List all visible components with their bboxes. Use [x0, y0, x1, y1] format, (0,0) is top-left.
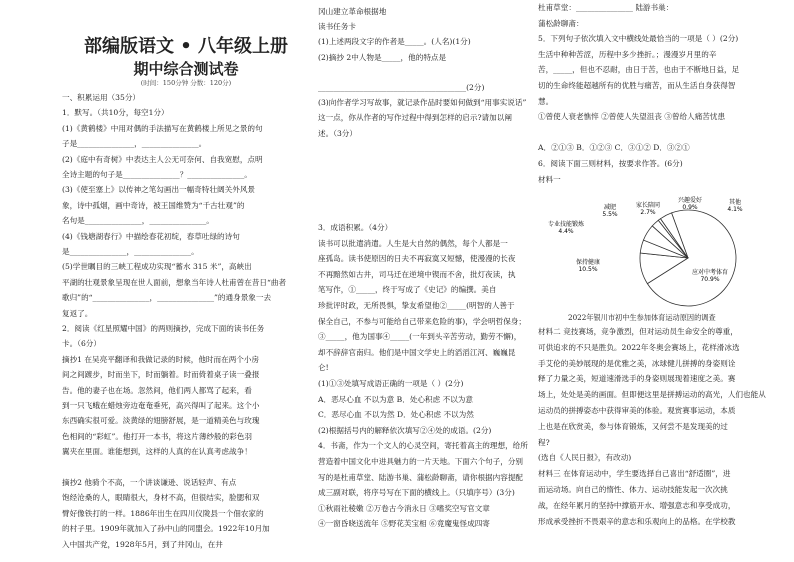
text-line: 4．书斋，作为一个文人的心灵空间，寄托着高主的理想，给所 [318, 441, 528, 451]
doc-meta: (时间：150分钟 分数：120分) [140, 79, 232, 87]
text-line: 不再黯然如古井，司马迁在逆境中锲而不舍，批灯夜读，执 [318, 269, 516, 279]
slice-label: 保持健康 [575, 259, 601, 266]
text-line: 一、积累运用（35分） [62, 93, 141, 102]
text-line: 这一点，你从作者的写作过程中得到怎样的启示?请加以阐 [318, 113, 512, 123]
text-line: 蒲松龄聊斋： [538, 18, 584, 28]
slice-value: 2.7% [640, 209, 656, 216]
slice-label: 家长陪同 [635, 202, 661, 209]
text-line: 摘抄1 在吴亮平翻译和我做记录的时候，他时而在两个小房 [62, 354, 260, 364]
text-line: 象，诗中孤烟，画中奇诗，被王国维赞为“千古壮观”的 [62, 200, 245, 210]
slice-label: 减肥 [603, 204, 617, 211]
text-line: 慧。 [538, 96, 554, 106]
text-line: 场上，处处是美的画面。但即便这里是拼搏运动的高光，人们也能从 [538, 390, 766, 400]
text-line: 运动员的拼搏姿态中获得审美的体验。观赏赛事运动，本质 [538, 406, 736, 415]
text-line: (1)上述两段文字的作者是_____。(人名)(1分) [318, 37, 471, 47]
doc-subtitle: 期中综合测试卷 [133, 60, 239, 78]
slice-label: 其他 [728, 199, 742, 206]
text-line: 1．默写。（共10分，每空1分） [62, 108, 169, 118]
slice-value: 4.1% [727, 206, 743, 213]
column-right [538, 0, 778, 562]
text-line: 臂好像铁打的一样。1886年出生在四川仪陇县一个佃农家的 [62, 508, 264, 518]
text-line: 读书可以批遣消遣。人生是大自然的偶然，每个人都是一 [318, 238, 508, 248]
text-line: 而运动场。向自己的惰性、体力、运动技能发起一次次挑 [538, 485, 728, 494]
text-line: 东西确实很可爱。淡黄绿的翅膀舒展，是一道精美色与玫瑰 [62, 416, 260, 426]
text-line: 上也是在欣赏美，参与体育锻炼，又何尝不是发现美的过 [538, 421, 728, 431]
text-line: 手艾伦的美妙展现的是优雅之美，冰球健儿拼搏的身姿则诠 [538, 358, 736, 368]
text-line: 饱经沧桑的人，眼睛很大，身材不高，但很结实，脸腮和双 [62, 493, 260, 503]
text-line: 的村子里。1909年就加入了孙中山的同盟会。1922年10月加 [62, 524, 270, 534]
text-line: 材料二 竞技赛场，竞争激烈，但对运动员生命安全的尊重， [538, 327, 738, 336]
text-line: 切的生命终能超越所有的优胜与痛苦，而从生活自身获得智 [538, 81, 736, 90]
text-line: 6．阅读下面三则材料，按要求作答。(6分) [538, 159, 683, 168]
text-line: 杜甫草堂：_______________ 陆游书巢： [538, 3, 674, 12]
text-line: 是_______________，_______________。 [62, 247, 199, 256]
text-line: 2．阅读《红星照耀中国》的两则摘抄，完成下面的读书任务 [62, 324, 265, 333]
text-line: 冈山建立革命根据地 [318, 7, 387, 16]
text-line: A．②①③ B．①②③ C．③①② D．③②① [538, 143, 690, 153]
text-line: (4)《钱塘湖春行》中描绘春花初绽，春草吐绿的诗句 [62, 231, 240, 241]
text-line: 材料一 [538, 174, 561, 184]
text-line: 战，在经年累月的坚持中撑筋开水、增强意志和享受成功， [538, 500, 736, 510]
text-line: (5)学世瞩目的三峡工程成功实现“蓄水 315 米”，高峡出 [62, 262, 252, 272]
slice-value: 4.4% [558, 228, 574, 235]
column-middle [318, 0, 530, 562]
text-line: ①秋雨社稜嫩 ②万卷古今消永日 ③嗜奖空写官文章 [318, 503, 490, 513]
text-line: 苦，_____，但也不忍耐，由日于苦，也由于不断地日益，足 [538, 65, 740, 75]
text-line: ①曾使人衰老憔悴 ②曾使人失望沮丧 ③曾给人痛苦忧患 [538, 112, 726, 122]
text-line: 仑! [318, 363, 329, 373]
text-line: (2)摘抄 2中人物是_____，他的特点是 [318, 52, 447, 62]
text-line: 释了力量之美，短道速滑选手的身姿则展现着速度之美。赛 [538, 374, 736, 384]
slice-value: 5.5% [602, 211, 618, 218]
slice-value: 0.9% [682, 204, 698, 211]
text-line: 读书任务卡 [318, 22, 356, 32]
text-line: 程? [538, 437, 550, 447]
text-line: 座孤岛。读书使原因的日夫不再寂寞又短憾，使漫漫的长夜 [318, 254, 516, 264]
text-line: 珍批评时政，无所畏惧，挚友希望他②_____(明智的人善于 [318, 301, 515, 310]
text-line: (3)《使至塞上》以传神之笔勾画出一幅奇特壮阔关外风景 [62, 185, 256, 195]
text-line: 复返了。 [62, 308, 93, 318]
text-line: 入中国共产党，1928年5月，到了井冈山，在井 [62, 539, 223, 549]
text-line: 色相间的“彩虹”。他打开一本书，将这片薄纱般的彩色羽 [62, 431, 253, 441]
doc-title: 部编版语文 • 八年级上册 [83, 36, 289, 57]
slice-label: 兴趣爱好 [677, 197, 703, 204]
text-line: 保全自己，不参与可能给自己带来危险的事)，学会明哲保身； [318, 316, 526, 326]
chart-caption: 2022年银川市初中生参加体育运动原因的调查 [568, 313, 716, 322]
text-line: 笔写作，①_____，终于写成了《史记》的编撰。美自 [318, 285, 497, 295]
text-line: 可供追求的不只是胜负。2022年冬奥会赛场上，花样滑冰选 [538, 342, 740, 352]
pie-chart [538, 196, 778, 312]
text-line: 3．成语积累。（4分） [318, 223, 393, 232]
text-line: (1)《黄鹤楼》中用对偶的手法描写在黄鹤楼上所见之景的句 [62, 123, 263, 133]
text-line: 全诗主题的句子是_______________？_______________。 [62, 170, 252, 179]
text-line: 写的是杜甫草堂、陆游书巢、蒲松龄聊斋，请你根据内容提配 [318, 472, 524, 482]
text-line: 述。（3分） [318, 128, 357, 138]
text-line: ③_____，他为国事④_____(一年到头辛苦劳动，勤劳不懈)， [318, 332, 522, 342]
text-line: 歌归”的“_______________，_______________”的通身景象一去 [62, 293, 272, 303]
text-line: 卡。（6分） [62, 339, 101, 349]
text-line: 到一只飞蛾在蜡烛旁边奄奄垂死，高兴得叫了起来。这个小 [62, 401, 260, 410]
text-line: 告。他的妻子也在场。忽然间，他们两人都骂了起来，看 [62, 385, 252, 395]
text-line: (选自《人民日报》，有改动) [538, 453, 632, 463]
text-line: _______________________________________(2分) [318, 83, 485, 92]
text-line: (3)向作者学习写故事，就记录作品时要如何做到“用事实说话” [318, 98, 527, 108]
text-line: (2)《庭中有奇树》中表达主人公无可奈何、自我宽慰，点明 [62, 154, 263, 164]
text-line: 平湖的壮观景象呈现在世人面前，想象当年诗人杜甫曾在昔日“曲者 [62, 277, 287, 287]
text-line: 生活中种种苦涩，历程中多少挫折。；漫漫岁月里的辛 [538, 49, 717, 59]
slice-value: 10.5% [578, 266, 598, 273]
slice-label: 应对中考体育 [691, 269, 729, 276]
text-line: 间之间踱步，时而坐下，时而躺着。时而倚着桌子读一叠报 [62, 370, 260, 380]
text-line: 成三副对联，将序号写在下面的横线上。（只填序号）(3分) [318, 488, 515, 498]
text-line: 名句是_______________，_______________。 [62, 216, 214, 226]
text-line: C．恶尽心血 不以为然 D．处心积虑 不以为然 [318, 410, 474, 420]
text-line: 却不辞辞官南归。他们是中国文学史上的滔滔江河、巍巍昆 [318, 347, 516, 357]
text-line: 5．下列句子依次填入文中横线处最恰当的一项是（ ）(2分) [538, 34, 739, 44]
text-line: 翼夹在里面。谁能想到，这样的人真的在认真考虑战争！ [62, 447, 252, 457]
text-line: 营造着中国文化中进具魅力的一片天地。下面六个句子，分别 [318, 457, 524, 466]
text-line: ④一窗昏晓送流年 ⑤野花芙宝相 ⑥竟魔鬼怪成四寄 [318, 519, 490, 529]
text-line: 形成承受挫折不畏艰辛的意志和乐观向上的品格。在学校教 [538, 516, 736, 526]
text-line: (2)根据括号内的解释依次填写②④处的成语。(2分) [318, 425, 492, 435]
text-line: A．恶尽心血 不以为意 B．处心积虑 不以为意 [318, 394, 473, 404]
text-line: 材料三 在体育运动中，学生要选择自己喜出“舒适圈”，进 [538, 469, 731, 479]
slice-value: 70.9% [700, 276, 720, 283]
text-line: 子是_______________，_______________。 [62, 139, 207, 149]
text-line: (1)①③处填写成语正确的一项是（ ）(2分) [318, 379, 464, 388]
text-line: 摘抄2 他骑个不高，一个讲谈谦逊、说话轻声、有点 [62, 478, 237, 487]
column-left [62, 0, 310, 562]
slice-label: 专业技能锻炼 [547, 221, 585, 228]
